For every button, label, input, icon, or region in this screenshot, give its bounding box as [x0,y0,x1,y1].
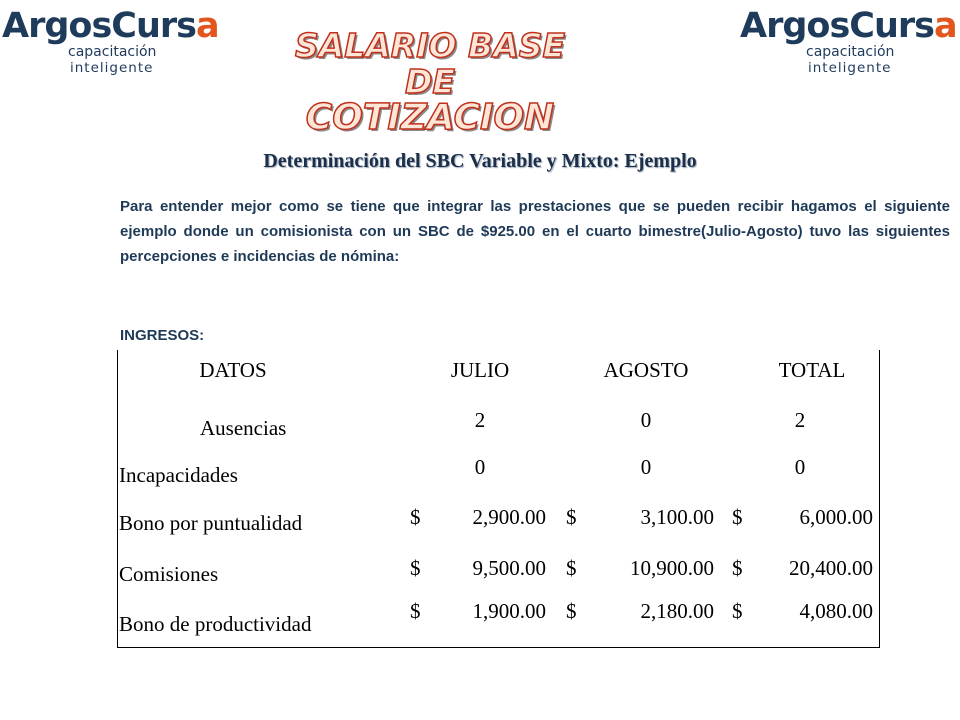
currency-symbol: $ [732,505,743,529]
cell-productividad-total [724,599,877,625]
argoscursa-logo-right [740,2,958,80]
row-label-bono-productividad: Bono de productividad [119,612,312,636]
cell-comisiones-total [724,556,877,582]
title-line-2: DE [405,62,455,101]
amount: 2,180.00 [640,599,714,623]
logo-line-1: capacitación [68,44,157,60]
logo-brand-accent: a [195,6,219,46]
cell-puntualidad-julio [402,505,550,531]
cell-incapacidades-julio: 0 [474,455,486,479]
currency-symbol: $ [566,599,577,623]
row-label-bono-puntualidad: Bono por puntualidad [119,511,303,535]
amount: 1,900.00 [472,599,546,623]
amount: 3,100.00 [640,505,714,529]
currency-symbol: $ [566,556,577,580]
cell-comisiones-julio [402,556,550,582]
row-label-incapacidades: Incapacidades [119,463,238,487]
currency-symbol: $ [410,599,421,623]
logo-line-1: capacitación [806,44,895,60]
currency-symbol: $ [410,505,421,529]
cell-productividad-julio [402,599,550,625]
section-label: INGRESOS: [120,327,205,344]
row-label-comisiones: Comisiones [119,562,219,586]
cell-puntualidad-agosto [558,505,718,531]
argoscursa-logo-left [2,2,220,80]
title-line-3: COTIZACION [305,97,555,138]
amount: 6,000.00 [799,505,873,529]
subtitle: Determinación del SBC Variable y Mixto: Ejemplo [263,150,697,172]
logo-brand-accent: a [933,6,957,46]
amount: 10,900.00 [630,556,714,580]
amount: 20,400.00 [789,556,873,580]
currency-symbol: $ [732,556,743,580]
amount: 2,900.00 [472,505,546,529]
currency-symbol: $ [732,599,743,623]
header-agosto: AGOSTO [603,358,689,382]
cell-puntualidad-total [724,505,877,531]
cell-ausencias-total: 2 [794,408,806,432]
header-julio: JULIO [450,358,510,382]
income-table [117,350,880,648]
cell-productividad-agosto [558,599,718,625]
intro-paragraph: Para entender mejor como se tiene que integrar las prestaciones que se pueden recibir hagamos el siguiente ejemplo donde un comisionista con un SBC de $925.00 en el cuarto bimestre(Julio-Agosto) tuvo las siguientes percepciones e incidencias de nómina: [120,198,950,265]
logo-brand-main: ArgosCurs [740,6,934,46]
title-line-1: SALARIO BASE [294,26,566,65]
page-title [260,28,600,136]
header-total: TOTAL [778,358,846,382]
header-datos: DATOS [199,358,267,382]
cell-incapacidades-agosto: 0 [640,455,652,479]
cell-incapacidades-total: 0 [794,455,806,479]
currency-symbol: $ [566,505,577,529]
cell-comisiones-agosto [558,556,718,582]
logo-line-2: inteligente [808,60,892,76]
amount: 9,500.00 [472,556,546,580]
logo-brand-main: ArgosCurs [2,6,196,46]
amount: 4,080.00 [799,599,873,623]
currency-symbol: $ [410,556,421,580]
logo-line-2: inteligente [70,60,154,76]
row-label-ausencias: Ausencias [200,416,287,440]
cell-ausencias-agosto: 0 [640,408,652,432]
cell-ausencias-julio: 2 [474,408,486,432]
